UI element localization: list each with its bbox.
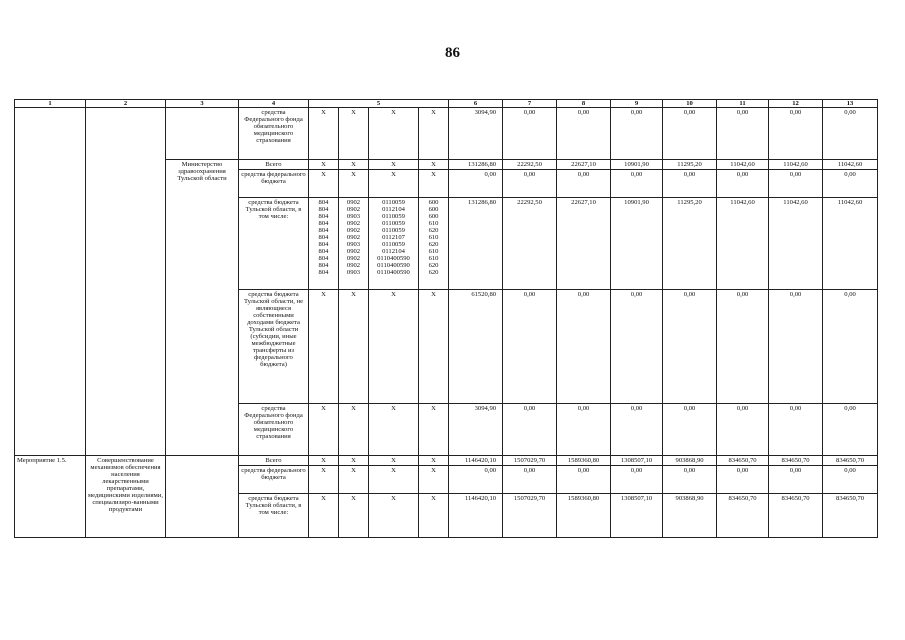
cell-code: X [309, 160, 339, 170]
cell-code: X [339, 290, 369, 404]
cell-value: 0,00 [557, 466, 611, 494]
cell-value: 0,00 [663, 404, 717, 456]
cell-value: 0,00 [557, 290, 611, 404]
cell-value: 0,00 [717, 404, 769, 456]
cell-code: 0110059 0112104 0110059 0110059 0110059 0112107 0110059 0112104 0110400590 0110400590 0110400590 [369, 198, 419, 290]
cell-source: средства бюджета Тульской области, в том числе: [239, 494, 309, 538]
cell-value: 10901,90 [611, 160, 663, 170]
cell-value: 834650,70 [769, 494, 823, 538]
cell-code: X [339, 404, 369, 456]
cell-source: Всего [239, 456, 309, 466]
cell-value: 11042,60 [823, 160, 878, 170]
col-header: 7 [503, 100, 557, 108]
cell-value: 0,00 [449, 466, 503, 494]
cell-value: 11295,20 [663, 160, 717, 170]
cell-source: средства бюджета Тульской области, не являющиеся собственными доходами бюджета Тульской области (субсидии, иные межбюджетные трансферты из федерального бюджета) [239, 290, 309, 404]
cell-code: 0902 0902 0903 0902 0902 0902 0903 0902 0902 0902 0903 [339, 198, 369, 290]
cell-value: 0,00 [663, 290, 717, 404]
col-header: 9 [611, 100, 663, 108]
cell-code: X [339, 466, 369, 494]
cell-value: 0,00 [717, 170, 769, 198]
cell-value: 0,00 [503, 466, 557, 494]
cell-code: X [369, 494, 419, 538]
cell-value: 0,00 [823, 170, 878, 198]
cell-value: 131286,80 [449, 160, 503, 170]
cell-code: X [419, 466, 449, 494]
cell-value: 0,00 [717, 108, 769, 160]
cell-value: 1507029,70 [503, 456, 557, 466]
cell-value: 0,00 [663, 108, 717, 160]
cell-code: X [369, 108, 419, 160]
cell-code: 804 804 804 804 804 804 804 804 804 804 804 [309, 198, 339, 290]
cell-source: средства федерального бюджета [239, 170, 309, 198]
page-number: 86 [445, 45, 460, 61]
cell-value: 0,00 [717, 290, 769, 404]
cell-executor: Министерство здравоохранения Тульской области [166, 160, 239, 456]
cell-value: 0,00 [503, 290, 557, 404]
cell-value: 834650,70 [823, 456, 878, 466]
cell-value: 10901,90 [611, 198, 663, 290]
header-row [15, 100, 878, 108]
col-header: 11 [717, 100, 769, 108]
cell-value: 0,00 [663, 170, 717, 198]
cell-value: 903868,90 [663, 456, 717, 466]
cell-value: 834650,70 [717, 456, 769, 466]
cell-code: X [419, 494, 449, 538]
cell-value: 22292,50 [503, 160, 557, 170]
cell-code: X [369, 466, 419, 494]
col-header: 10 [663, 100, 717, 108]
cell-value: 834650,70 [823, 494, 878, 538]
cell-code: X [369, 290, 419, 404]
cell-code: X [339, 160, 369, 170]
cell-value: 834650,70 [769, 456, 823, 466]
cell-value: 0,00 [823, 404, 878, 456]
cell-value: 11042,60 [769, 160, 823, 170]
cell-code: X [339, 108, 369, 160]
budget-table [14, 99, 878, 538]
cell-value: 0,00 [823, 466, 878, 494]
cell-value: 0,00 [769, 466, 823, 494]
cell-value: 11042,60 [823, 198, 878, 290]
cell-value: 0,00 [823, 108, 878, 160]
cell-value: 0,00 [503, 108, 557, 160]
cell-value: 0,00 [769, 170, 823, 198]
cell-value: 0,00 [557, 404, 611, 456]
cell-value: 131286,80 [449, 198, 503, 290]
cell-value: 61520,80 [449, 290, 503, 404]
cell-code: X [419, 404, 449, 456]
cell-code: X [369, 160, 419, 170]
cell-value: 0,00 [769, 108, 823, 160]
cell-code: X [419, 170, 449, 198]
cell-value: 0,00 [503, 170, 557, 198]
cell-value: 1146420,10 [449, 494, 503, 538]
cell-code: X [419, 108, 449, 160]
cell-executor [166, 456, 239, 538]
cell-code: X [309, 494, 339, 538]
cell-value: 1589360,80 [557, 456, 611, 466]
col-header: 3 [166, 100, 239, 108]
cell-code: X [369, 170, 419, 198]
cell-value: 1308507,10 [611, 456, 663, 466]
cell-value: 11295,20 [663, 198, 717, 290]
table-row [15, 456, 878, 466]
cell-code: X [309, 456, 339, 466]
cell-value: 0,00 [449, 170, 503, 198]
cell-value: 1507029,70 [503, 494, 557, 538]
col-header: 4 [239, 100, 309, 108]
cell-value: 0,00 [823, 290, 878, 404]
cell-value: 0,00 [503, 404, 557, 456]
cell-code: X [309, 404, 339, 456]
cell-measure [15, 108, 86, 456]
cell-value: 3094,90 [449, 404, 503, 456]
cell-code: X [419, 456, 449, 466]
col-header: 1 [15, 100, 86, 108]
col-header: 8 [557, 100, 611, 108]
cell-code: X [339, 456, 369, 466]
cell-value: 0,00 [611, 108, 663, 160]
cell-value: 0,00 [663, 466, 717, 494]
cell-description: Совершенствование механизмов обеспечения населения лекарственными препаратами, медицинскими изделиями, специализиро-ванными продуктами [86, 456, 166, 538]
cell-code: X [309, 290, 339, 404]
cell-code: X [309, 108, 339, 160]
cell-code: 600 600 600 610 620 610 620 610 610 620 620 [419, 198, 449, 290]
cell-source: средства Федерального фонда обязательного медицинского страхования [239, 108, 309, 160]
cell-value: 22627,10 [557, 160, 611, 170]
cell-code: X [419, 290, 449, 404]
col-header: 5 [309, 100, 449, 108]
cell-value: 0,00 [611, 170, 663, 198]
cell-value: 0,00 [769, 290, 823, 404]
cell-code: X [369, 456, 419, 466]
col-header: 2 [86, 100, 166, 108]
cell-executor [166, 108, 239, 160]
col-header: 6 [449, 100, 503, 108]
cell-value: 22627,10 [557, 198, 611, 290]
cell-code: X [339, 170, 369, 198]
cell-value: 22292,50 [503, 198, 557, 290]
cell-value: 1308507,10 [611, 494, 663, 538]
cell-description [86, 108, 166, 456]
cell-value: 0,00 [611, 404, 663, 456]
cell-source: средства федерального бюджета [239, 466, 309, 494]
cell-value: 903868,90 [663, 494, 717, 538]
cell-value: 11042,60 [717, 160, 769, 170]
cell-code: X [309, 170, 339, 198]
cell-value: 0,00 [557, 108, 611, 160]
cell-value: 1589360,80 [557, 494, 611, 538]
cell-value: 3094,90 [449, 108, 503, 160]
cell-source: средства бюджета Тульской области, в том числе: [239, 198, 309, 290]
cell-value: 0,00 [717, 466, 769, 494]
cell-value: 0,00 [611, 290, 663, 404]
cell-code: X [309, 466, 339, 494]
cell-value: 0,00 [769, 404, 823, 456]
cell-code: X [419, 160, 449, 170]
cell-value: 11042,60 [717, 198, 769, 290]
cell-measure: Мероприятие 1.5. [15, 456, 86, 538]
table-row [15, 108, 878, 160]
cell-value: 1146420,10 [449, 456, 503, 466]
cell-code: X [339, 494, 369, 538]
cell-value: 11042,60 [769, 198, 823, 290]
col-header: 13 [823, 100, 878, 108]
cell-source: средства Федерального фонда обязательного медицинского страхования [239, 404, 309, 456]
cell-code: X [369, 404, 419, 456]
col-header: 12 [769, 100, 823, 108]
cell-value: 834650,70 [717, 494, 769, 538]
cell-value: 0,00 [557, 170, 611, 198]
cell-source: Всего [239, 160, 309, 170]
cell-value: 0,00 [611, 466, 663, 494]
